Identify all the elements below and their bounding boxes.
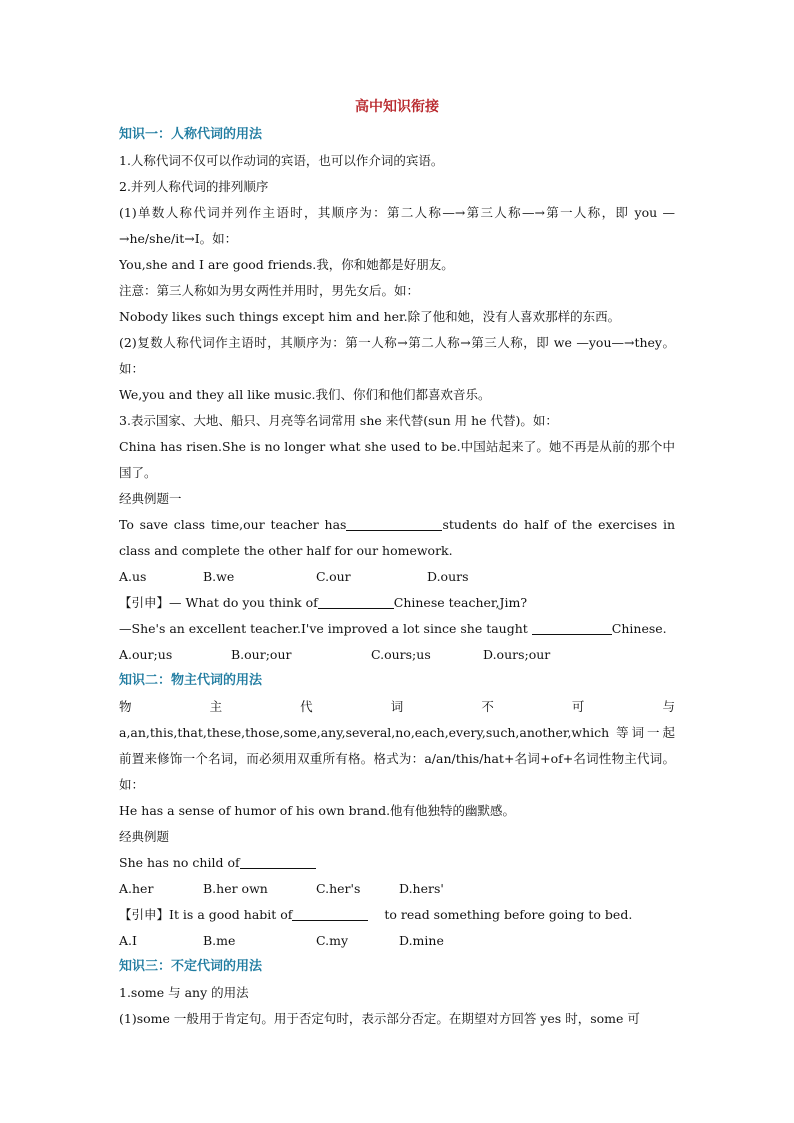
question-2 <box>119 590 675 616</box>
option-a[interactable]: A.I <box>119 933 137 948</box>
question-text: —She's an excellent teacher.I've improved a lot since she taught <box>119 621 528 636</box>
example-sentence: You,she and I are good friends.我，你和她都是好朋友。 <box>119 257 454 272</box>
paragraph: (1)some 一般用于肯定句。用于否定句时，表示部分否定。在期望对方回答 yes 时，some 可 <box>119 1011 640 1026</box>
question-4 <box>119 902 675 928</box>
question-text: students do half of the exercises in class and complete the other half for our homework. <box>119 517 675 558</box>
answer-blank[interactable] <box>532 620 612 635</box>
question-text: She has no child of <box>119 855 240 870</box>
option-c[interactable]: C.her's <box>316 881 361 896</box>
option-c[interactable]: C.my <box>316 933 349 948</box>
option-d[interactable]: D.ours;our <box>483 647 551 662</box>
option-a[interactable]: A.her <box>119 881 154 896</box>
example-sentence: We,you and they all like music.我们、你们和他们都喜欢音乐。 <box>119 387 491 402</box>
answer-blank[interactable] <box>240 854 316 869</box>
question-text: 【引申】It is a good habit of <box>119 907 293 922</box>
example-label: 经典例题一 <box>119 491 182 506</box>
section-heading-2: 知识二：物主代词的用法 <box>119 673 263 688</box>
section-heading-1: 知识一：人称代词的用法 <box>119 127 263 142</box>
paragraph: 3.表示国家、大地、船只、月亮等名词常用 she 来代替(sun 用 he 代替)。如： <box>119 413 558 428</box>
option-b[interactable]: B.our;our <box>231 647 292 662</box>
option-d[interactable]: D.hers' <box>399 881 444 896</box>
option-b[interactable]: B.we <box>203 569 235 584</box>
option-a[interactable]: A.us <box>119 569 147 584</box>
option-d[interactable]: D.ours <box>427 569 469 584</box>
option-d[interactable]: D.mine <box>399 933 444 948</box>
question-3 <box>119 850 675 876</box>
option-c[interactable]: C.ours;us <box>371 647 431 662</box>
option-a[interactable]: A.our;us <box>119 647 173 662</box>
paragraph: 注意：第三人称如为男女两性并用时，男先女后。如： <box>119 283 420 298</box>
paragraph: 1.some 与 any 的用法 <box>119 985 249 1000</box>
option-b[interactable]: B.me <box>203 933 236 948</box>
option-c[interactable]: C.our <box>316 569 351 584</box>
question-text: Chinese. <box>611 621 667 636</box>
options-row <box>119 876 675 902</box>
question-1 <box>119 512 675 564</box>
page-title: 高中知识衔接 <box>355 99 439 115</box>
question-text: to read something before going to bed. <box>384 907 633 922</box>
question-text: Chinese teacher,Jim? <box>393 595 528 610</box>
document-page <box>119 96 675 1032</box>
option-b[interactable]: B.her own <box>203 881 268 896</box>
answer-blank[interactable] <box>346 516 442 531</box>
example-sentence: China has risen.She is no longer what she used to be.中国站起来了。她不再是从前的那个中国了。 <box>119 439 675 480</box>
options-row <box>119 564 675 590</box>
example-sentence: He has a sense of humor of his own brand.他有他独特的幽默感。 <box>119 803 516 818</box>
paragraph: 物主代词不可与 a,an,this,that,these,those,some,any,several,no,each,every,such,another,which 等词一起前置来修饰一个名词，而必须用双重所有格。格式为：a/an/this/hat+名词+of+名词性物主代词。如： <box>119 699 675 792</box>
options-row <box>119 928 675 954</box>
question-text: 【引申】— What do you think of <box>119 595 318 610</box>
answer-blank[interactable] <box>292 906 368 921</box>
paragraph: 2.并列人称代词的排列顺序 <box>119 179 269 194</box>
example-label: 经典例题 <box>119 829 170 844</box>
paragraph: (2)复数人称代词作主语时，其顺序为：第一人称→第二人称→第三人称，即 we —you—→they。如： <box>119 335 675 376</box>
answer-blank[interactable] <box>318 594 394 609</box>
section-heading-3: 知识三：不定代词的用法 <box>119 959 263 974</box>
options-row <box>119 642 675 668</box>
question-text: To save class time,our teacher has <box>119 517 347 532</box>
question-2-reply <box>119 616 675 642</box>
paragraph: 1.人称代词不仅可以作动词的宾语，也可以作介词的宾语。 <box>119 153 444 168</box>
example-sentence: Nobody likes such things except him and her.除了他和她，没有人喜欢那样的东西。 <box>119 309 621 324</box>
paragraph: (1)单数人称代词并列作主语时，其顺序为：第二人称—→第三人称—→第一人称，即 you —→he/she/it→I。如： <box>119 205 675 246</box>
